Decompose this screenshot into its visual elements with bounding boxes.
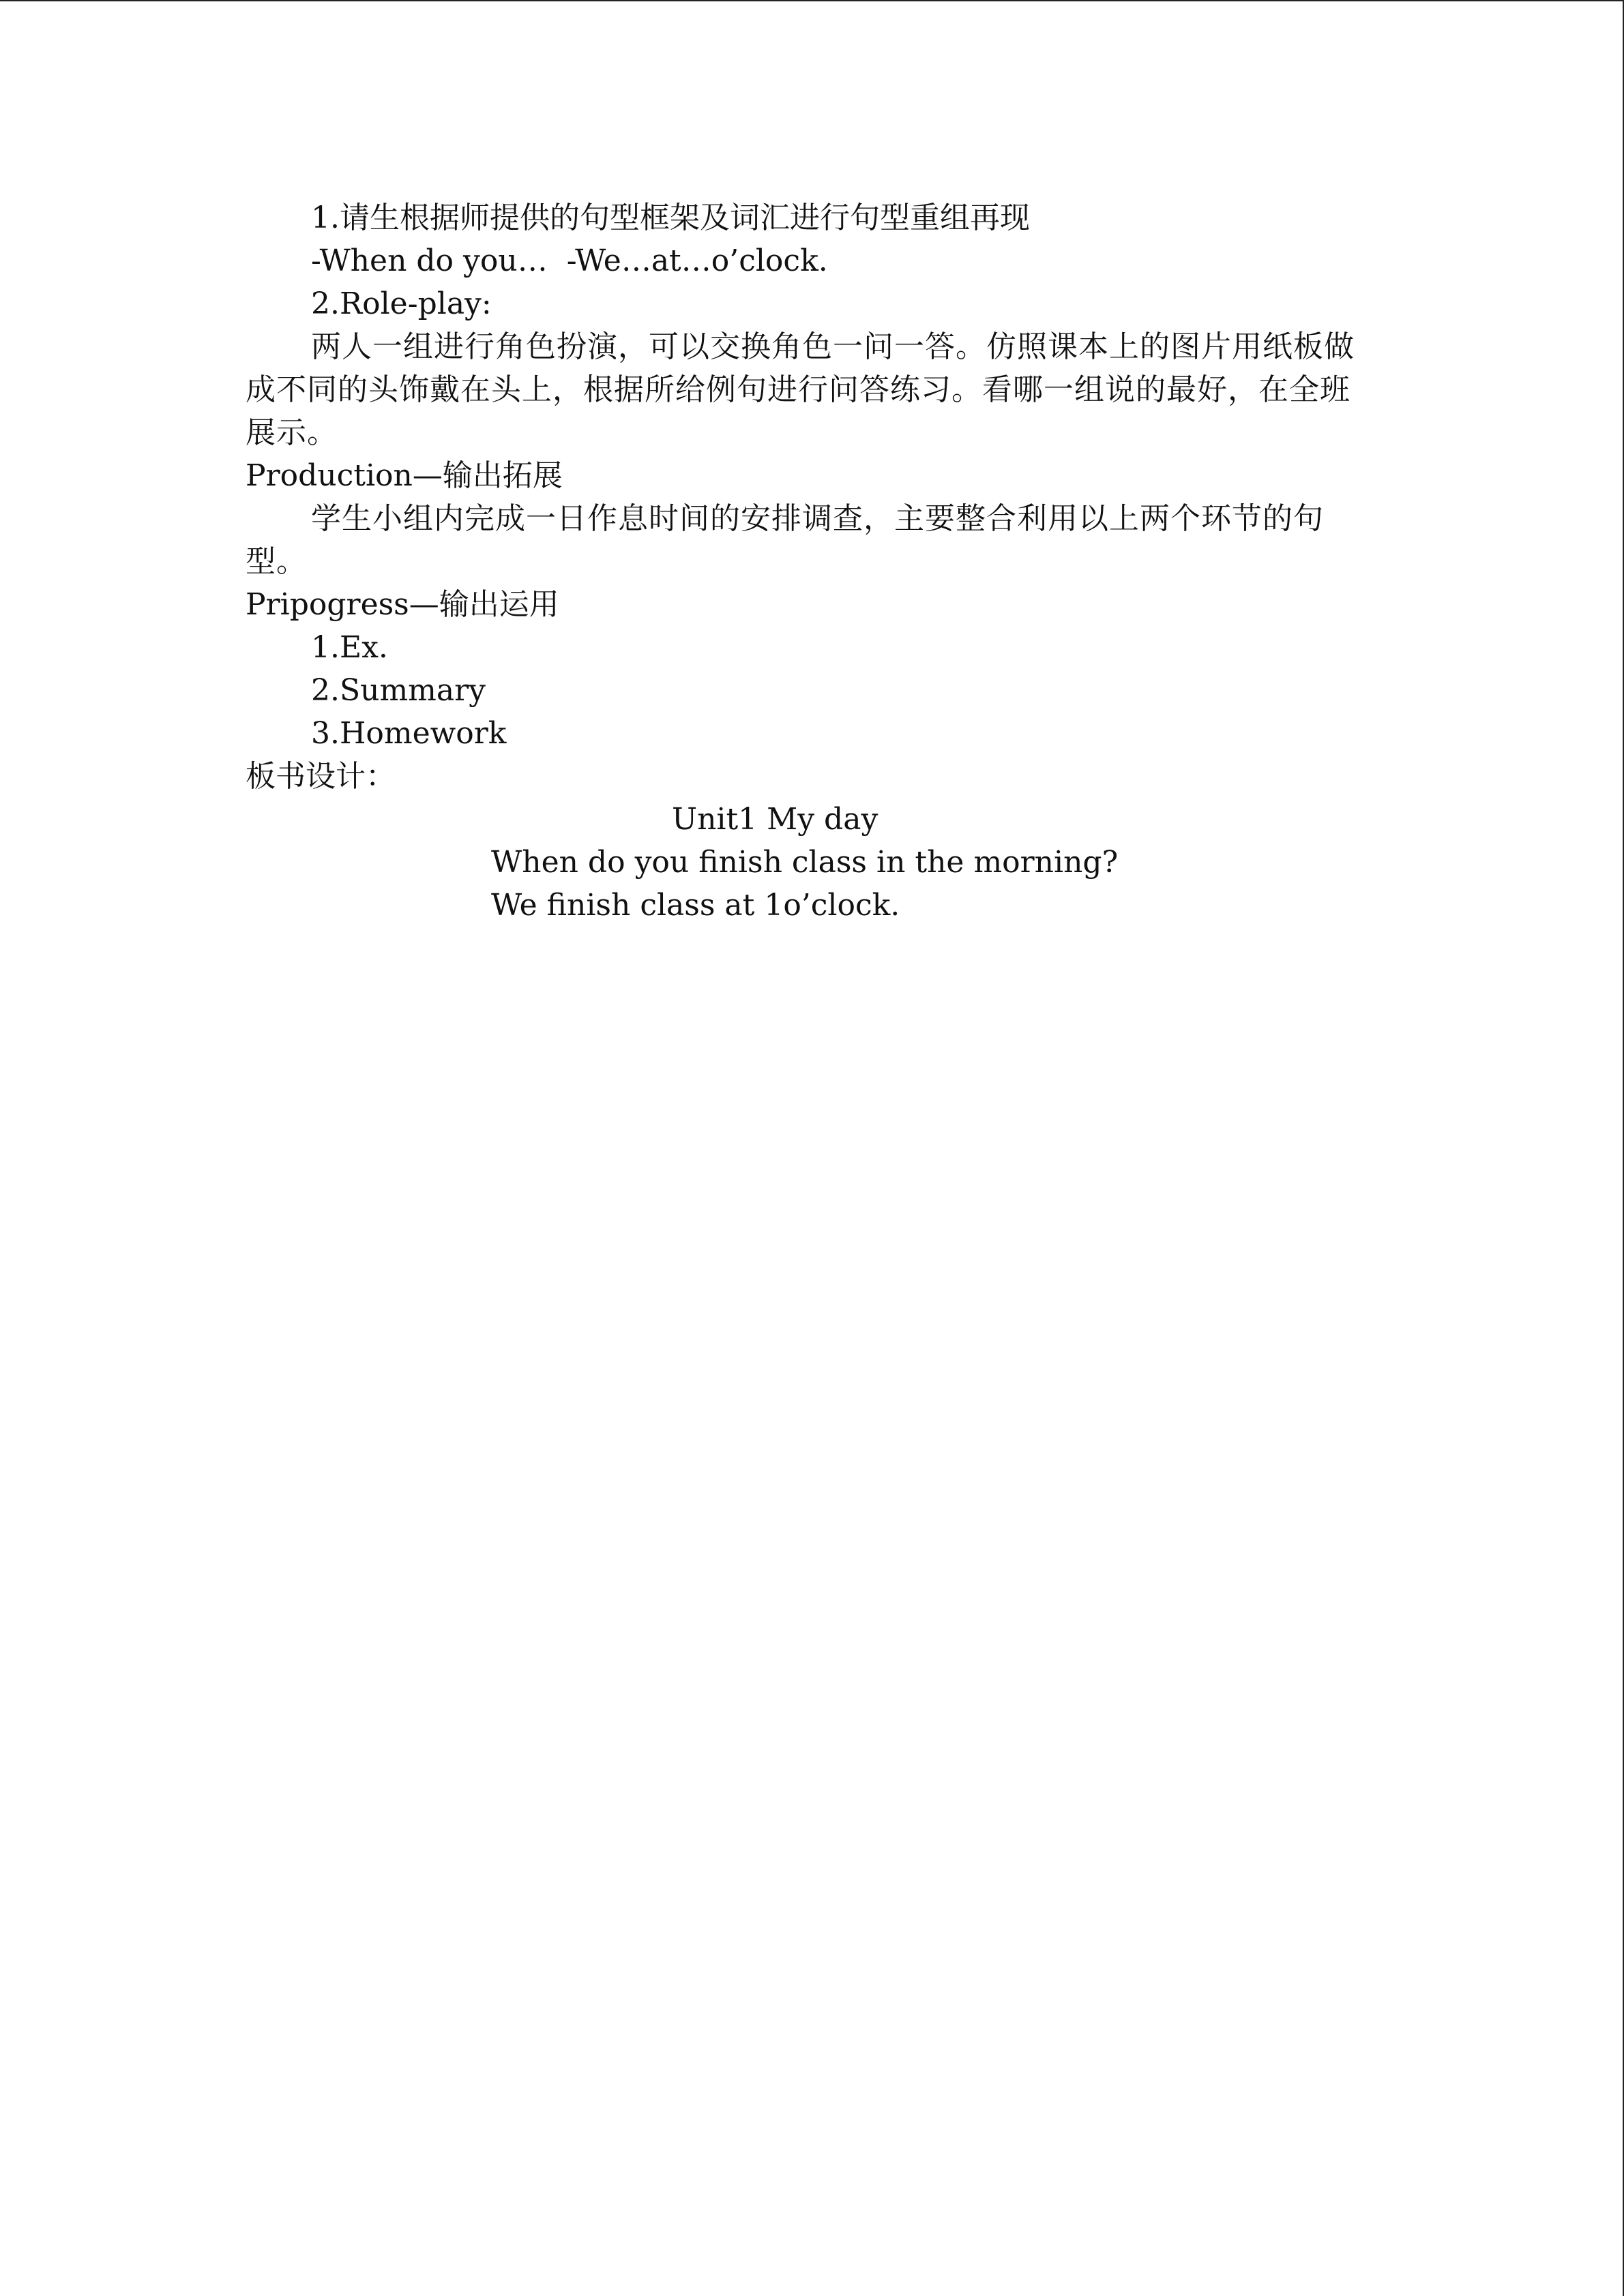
- list-item-homework: 3.Homework: [311, 716, 507, 751]
- document-body: [246, 196, 1371, 927]
- board-question: When do you finish class in the morning?: [491, 845, 1119, 880]
- board-answer: We finish class at 1o’clock.: [491, 888, 900, 923]
- step-2-text: 2.Role-play:: [311, 286, 492, 321]
- roleplay-paragraph: 两人一组进行角色扮演，可以交换角色一问一答。仿照课本上的图片用纸板做成不同的头饰戴在头上，根据所给例句进行问答练习。看哪一组说的最好，在全班展示。: [246, 329, 1355, 450]
- list-item-summary: 2.Summary: [311, 673, 486, 708]
- board-title: Unit1 My day: [672, 802, 879, 837]
- step-1-text: 1.请生根据师提供的句型框架及词汇进行句型重组再现: [311, 200, 1030, 235]
- production-paragraph: 学生小组内完成一日作息时间的安排调查，主要整合利用以上两个环节的句型。: [246, 501, 1324, 579]
- progress-heading: Pripogress—输出运用: [246, 587, 559, 622]
- production-heading: Production—输出拓展: [246, 458, 563, 493]
- board-design-heading: 板书设计：: [246, 759, 396, 794]
- list-item-ex: 1.Ex.: [311, 630, 388, 665]
- sentence-pattern: -When do you… -We…at…o’clock.: [311, 243, 828, 278]
